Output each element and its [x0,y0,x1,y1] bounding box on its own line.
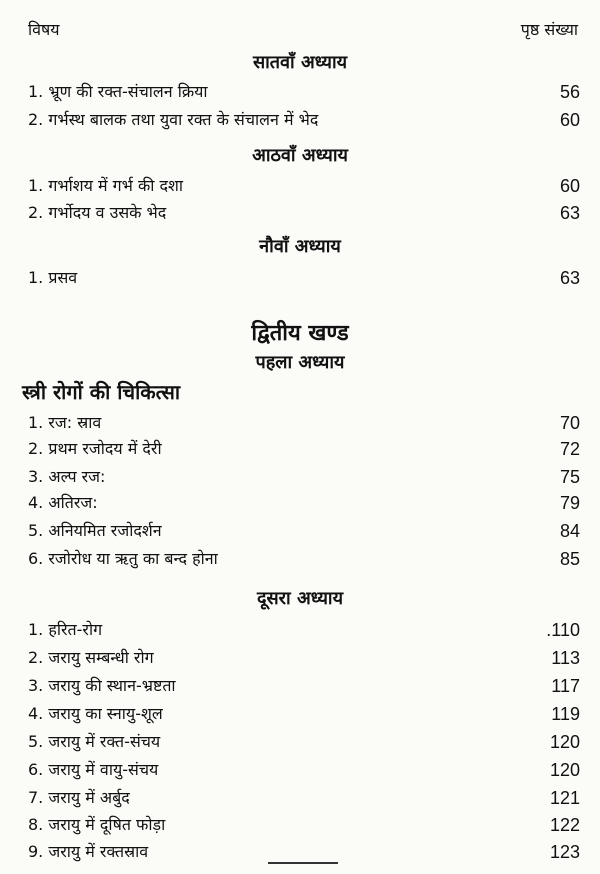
toc-row [28,758,580,786]
toc-row [28,108,580,136]
toc-entry-page: 85 [559,549,580,569]
toc-row [28,702,580,730]
toc-row [28,266,580,294]
toc-entry-page: .110 [546,620,580,640]
toc-row [28,618,580,646]
toc-entry-page: 121 [549,788,580,808]
toc-row [28,519,580,547]
subject-column-label: विषय [28,20,60,39]
chapter-heading-9: नौवाँ अध्याय [259,236,341,257]
toc-entry-page: 123 [549,842,580,862]
toc-entry-title: 6. रजोरोध या ऋतु का बन्द होना [28,549,218,568]
toc-entry-page: 84 [559,521,580,541]
toc-entry-page: 122 [549,815,580,835]
toc-entry-title: 1. प्रसव [28,268,78,287]
toc-entry-page: 120 [549,760,580,780]
toc-entry-page: 60 [559,176,580,196]
toc-entry-title: 7. जरायु में अर्बुद [28,788,130,807]
toc-entry-title: 6. जरायु में वायु-संचय [28,760,159,779]
toc-entry-title: 5. अनियमित रजोदर्शन [28,521,162,540]
toc-row [28,437,580,465]
toc-row [28,201,580,229]
toc-entry-page: 113 [551,648,580,668]
chapter-heading-7: सातवाँ अध्याय [252,52,348,73]
toc-entry-title: 1. भ्रूण की रक्त-संचालन क्रिया [28,82,208,101]
toc-entry-title: 9. जरायु में रक्तस्राव [28,842,149,861]
toc-row [28,813,580,841]
toc-entry-page: 60 [559,110,580,130]
page-number-column-label: पृष्ठ संख्या [520,20,578,39]
toc-entry-page: 70 [559,413,580,433]
toc-entry-title: 4. जरायु का स्नायु-शूल [28,704,163,723]
toc-row [28,491,580,519]
toc-entry-title: 1. हरित-रोग [28,620,103,639]
toc-row [28,674,580,702]
toc-entry-title: 5. जरायु में रक्त-संचय [28,732,161,751]
toc-row [28,786,580,814]
toc-row [28,411,580,439]
toc-entry-page: 63 [559,268,580,288]
chapter-heading-2: दूसरा अध्याय [256,588,344,609]
toc-entry-title: 2. गर्भोदय व उसके भेद [28,203,167,222]
toc-entry-page: 72 [559,439,580,459]
toc-entry-title: 8. जरायु में दूषित फोड़ा [28,815,166,834]
chapter-heading-1: पहला अध्याय [255,352,345,373]
toc-row [28,730,580,758]
toc-entry-title: 2. गर्भस्थ बालक तथा युवा रक्त के संचालन में भेद [28,110,319,129]
toc-entry-title: 3. जरायु की स्थान-भ्रष्टता [28,676,176,695]
toc-entry-title: 2. जरायु सम्बन्धी रोग [28,648,154,667]
part-heading: द्वितीय खण्ड [251,321,349,346]
toc-row [28,465,580,493]
toc-entry-title: 3. अल्प रज: [28,467,106,486]
toc-entry-page: 119 [551,704,580,724]
toc-entry-page: 63 [559,203,580,223]
toc-row [28,646,580,674]
chapter-heading-8: आठवाँ अध्याय [252,145,348,166]
section-subheading: स्त्री रोगों की चिकित्सा [22,380,181,404]
toc-entry-page: 120 [549,732,580,752]
cut-off-mark [268,862,338,874]
toc-entry-title: 1. गर्भाशय में गर्भ की दशा [28,176,184,195]
toc-entry-page: 56 [559,82,580,102]
toc-entry-page: 117 [551,676,580,696]
toc-row [28,80,580,108]
toc-entry-title: 2. प्रथम रजोदय में देरी [28,439,162,458]
toc-row [28,547,580,575]
toc-entry-title: 4. अतिरज: [28,493,98,512]
toc-row [28,174,580,202]
toc-entry-page: 75 [559,467,580,487]
toc-entry-title: 1. रज: स्राव [28,413,102,432]
toc-entry-page: 79 [559,493,580,513]
